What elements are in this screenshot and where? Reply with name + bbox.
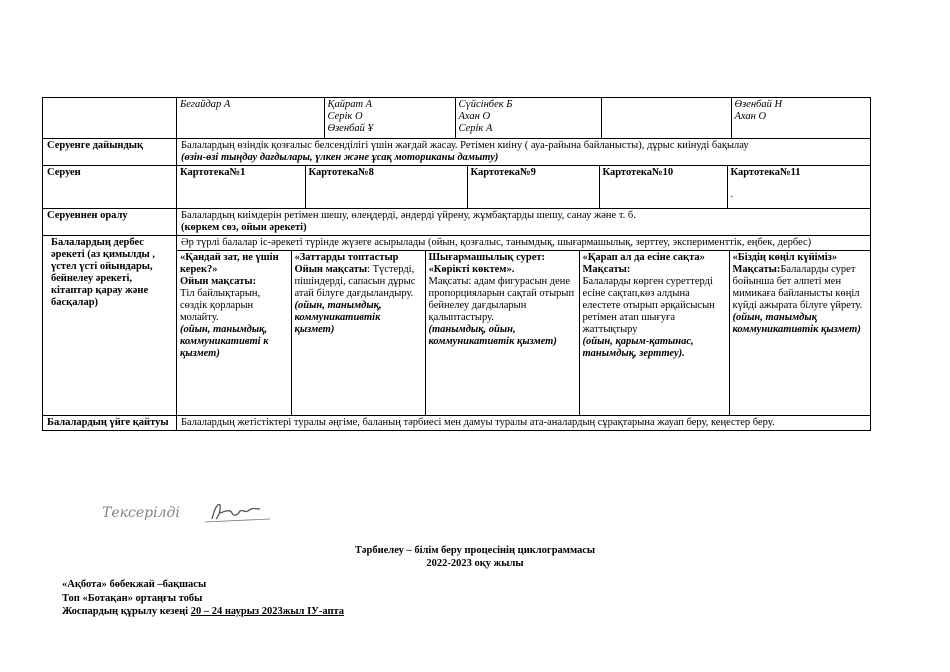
- names-cell-2: Қайрат А Серік О Өзенбай Ұ: [324, 98, 455, 138]
- kindergarten-info: [62, 578, 344, 619]
- uige-row: [43, 416, 871, 431]
- seruen-label: Серуен: [43, 166, 177, 209]
- names-grid: [177, 98, 871, 138]
- card-10: Картотека№10: [599, 166, 727, 208]
- derbes-col-4: «Қарап ал да есіне сақта» Мақсаты: Балаларды көрген суреттерді есіне сақтап,көз алдына елестете отырып әрқайсысын ретімен атап шығуға жаттықтыру (ойын, қарым-қатынас, танымдық, зерттеу).: [579, 251, 729, 415]
- academic-year: 2022-2023 оқу жылы: [426, 558, 524, 569]
- plan-period-value: 20 – 24 наурыз 2023жыл IУ-апта: [190, 606, 345, 617]
- seruen-row: [43, 166, 871, 209]
- names-row-label: [43, 98, 177, 139]
- card-1: Картотека№1: [177, 166, 305, 208]
- uige-text: Балалардың жетістіктері туралы әңгіме, баланың тәрбиесі мен дамуы туралы ата-аналардың сұрақтарына жауап беру, кеңестер беру.: [177, 416, 871, 431]
- document-footer: [0, 544, 950, 570]
- derbes-label: Балалардың дербес әрекеті (аз қимылды , үстел үсті ойындары, бейнелеу әрекеті, кітаптар қарау және басқалар): [43, 236, 177, 416]
- card-9: Картотека№9: [467, 166, 599, 208]
- names-cell-5: Өзенбай Н Ахан О: [734, 99, 783, 122]
- names-cell-1: Бегайдар А: [177, 98, 324, 138]
- card-11-cell: [727, 166, 871, 208]
- serunge-row: [43, 139, 871, 166]
- serunge-text: Балалардың өзіндік қозғалыс белсенділігі үшін жағдай жасау. Ретімен киіну ( ауа-райына байланысты), дұрыс киінуді бақылау: [181, 140, 749, 151]
- card-11-dot: .: [730, 189, 734, 200]
- serunge-label: Серуенге дайындық: [43, 139, 177, 166]
- plan-period: Жоспардың құрылу кезеңі 20 – 24 наурыз 2023жыл IУ-апта: [62, 606, 345, 617]
- svg-text:Тексерілді: Тексерілді: [102, 505, 180, 521]
- oralu-note: (көркем сөз, ойын әрекеті): [181, 222, 307, 233]
- card-8: Картотека№8: [305, 166, 467, 208]
- names-row: [43, 98, 871, 139]
- kindergarten-name: «Ақбота» бөбекжай –бақшасы: [62, 579, 207, 590]
- derbes-col-2: «Заттарды топтастыр Ойын мақсаты: Түстерді, пішіндерді, сапасын дұрыс атай білуге дағдыландыру. (ойын, танымдық, коммуникативтік қызмет): [291, 251, 425, 415]
- handwritten-signature: [100, 497, 280, 527]
- derbes-col-5: «Біздің көңіл күйіміз» Мақсаты:Балаларды сурет бойынша бет әлпеті мен мимикаға байланысты көңіл күйді ажырата білуге үйрету. (ойын, танымдық коммуникативтік қызмет): [732, 252, 863, 335]
- card-11: Картотека№11: [730, 167, 801, 178]
- names-cell-3: Сүйсінбек Б Ахан О Серік А: [455, 98, 601, 138]
- oralu-text: Балалардың киімдерін ретімен шешу, өлеңдерді, әндерді үйрену, жұмбақтарды шешу, санау және т. б.: [181, 210, 636, 221]
- derbes-col-1: «Қандай зат, не үшін керек?» Ойын мақсаты: Тіл байлықтарын, сөздік қорларын молайту. (ойын, танымдық, коммуникативті к қызмет): [177, 251, 291, 415]
- derbes-intro: Әр түрлі балалар іс-әрекеті түрінде жүзеге асырылады (ойын, қозғалыс, танымдық, шығармашылық, зерттеу, эксперименттік, еңбек, дербес): [177, 236, 870, 251]
- derbes-row: [43, 236, 871, 416]
- oralu-row: [43, 209, 871, 236]
- uige-label: Балалардың үйге қайтуы: [43, 416, 177, 431]
- oralu-label: Серуеннен оралу: [43, 209, 177, 236]
- serunge-content: [177, 139, 871, 166]
- plan-table: [42, 97, 871, 431]
- derbes-grid: [177, 251, 871, 415]
- group-name: Топ «Ботақан» ортаңғы тобы: [62, 592, 203, 604]
- serunge-note: (өзін-өзі тыңдау дағдылары, үлкен және ұсақ моториканы дамыту): [181, 152, 499, 163]
- names-cell-4: [601, 98, 731, 138]
- derbes-col-3: Шығармашылық сурет: «Көрікті көктем». Мақсаты: адам фигурасын дене пропорцияларын сақтай отырып бейнелеу дағдыларын қалыптастыру. (танымдық, ойын, коммуникативтік қызмет): [425, 251, 579, 415]
- cyclogram-title: Тәрбиелеу – білім беру процесінің циклограммасы: [354, 545, 596, 556]
- oralu-content: [177, 209, 871, 236]
- seruen-cards: [177, 166, 871, 208]
